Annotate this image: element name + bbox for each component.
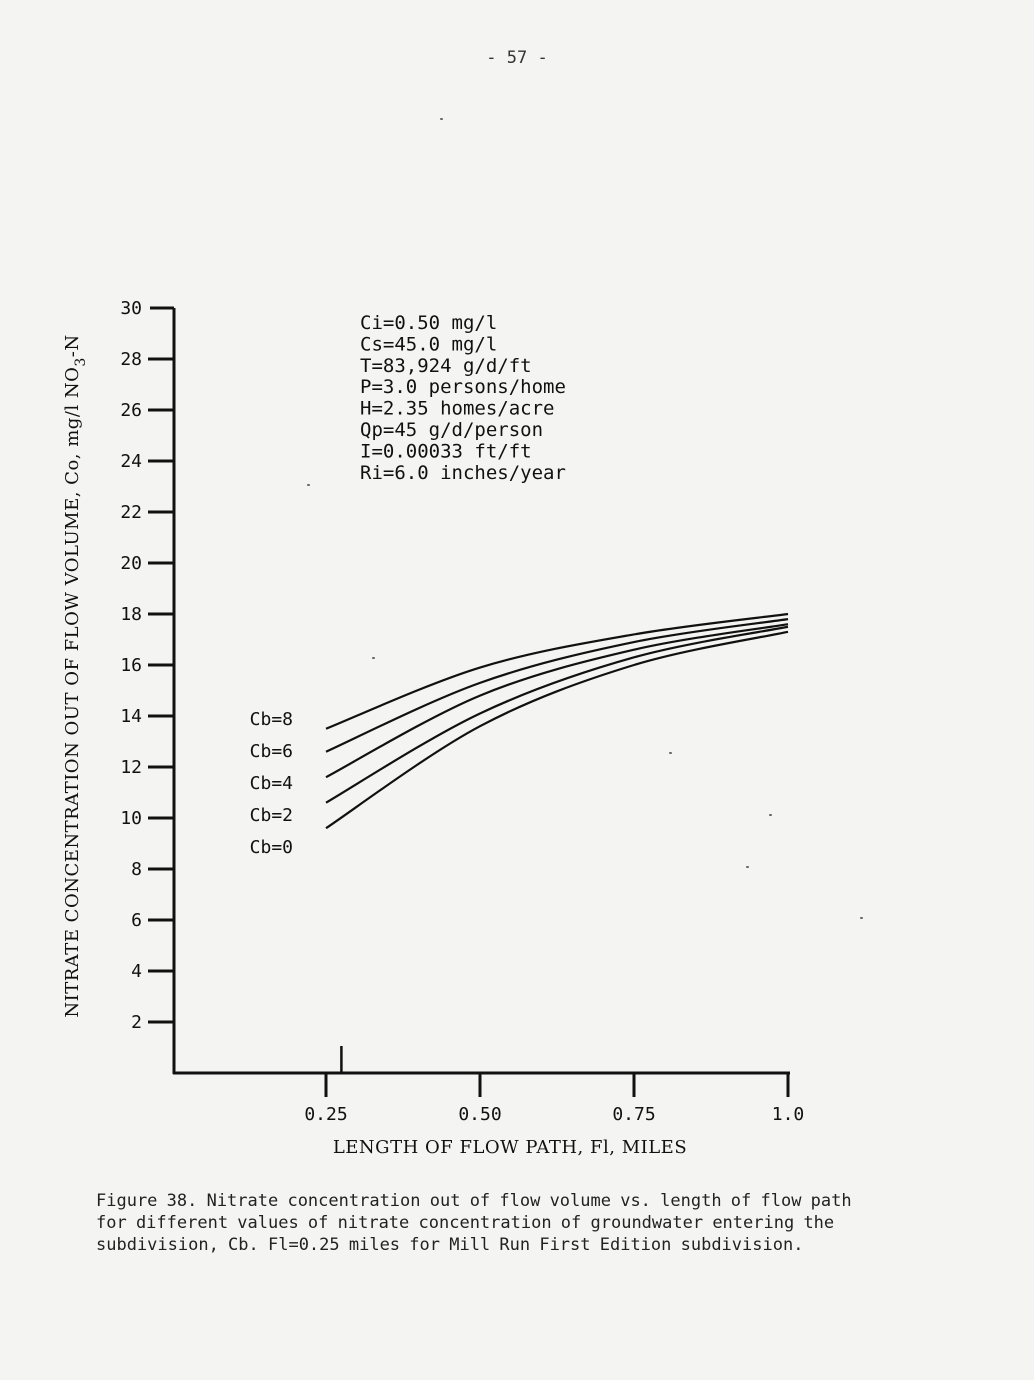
scan-speck [860,917,863,919]
parameter-line: P=3.0 persons/home [360,376,566,399]
y-ticks [120,298,174,1033]
x-ticks [304,1046,804,1125]
parameter-line: H=2.35 homes/acre [360,397,555,420]
scan-speck [307,484,310,486]
x-tick-label: 0.75 [612,1104,656,1125]
y-tick-label: 16 [120,655,142,676]
y-tick-label: 28 [120,349,142,370]
x-tick-label: 0.50 [458,1104,502,1125]
y-tick-label: 2 [131,1012,142,1033]
y-tick-label: 20 [120,553,142,574]
y-axis-title-suffix: -N [62,334,83,358]
parameter-line: Ri=6.0 inches/year [360,461,566,484]
curve-labels [250,709,293,858]
y-axis-title-subscript: 3 [73,357,89,367]
figure-caption: Figure 38. Nitrate concentration out of flow volume vs. length of flow path for different values of nitrate concentration of groundwater entering the subdivision, Cb. Fl=0.25 miles for Mill Run First Edition subdivision. [96,1191,852,1255]
y-axis-title [62,334,89,1017]
scan-speck [372,657,375,659]
y-tick-label: 24 [120,451,142,472]
x-axis-title: LENGTH OF FLOW PATH, Fl, MILES [332,1137,688,1158]
series-label: Cb=2 [249,805,293,826]
parameter-line: T=83,924 g/d/ft [360,354,532,377]
y-tick-label: 18 [120,604,142,625]
y-tick-label: 10 [120,808,142,829]
y-tick-label: 22 [120,502,142,523]
y-tick-label: 30 [120,298,142,319]
series-line [326,627,788,803]
scan-speck [769,814,772,816]
y-tick-label: 8 [131,859,142,880]
series-label: Cb=0 [249,837,293,858]
page-number: - 57 - [486,48,548,68]
parameter-line: Cs=45.0 mg/l [360,333,498,356]
scan-speck [746,866,749,868]
series-label: Cb=6 [249,741,293,762]
x-tick-label: 0.25 [304,1104,348,1125]
parameter-block [360,312,566,484]
series-label: Cb=8 [249,709,293,730]
y-tick-label: 4 [131,961,142,982]
parameter-line: Ci=0.50 mg/l [360,312,498,334]
parameter-line: Qp=45 g/d/person [360,419,544,441]
series-label: Cb=4 [249,773,293,794]
scan-speck [669,752,672,754]
y-tick-label: 14 [120,706,142,727]
series-line [326,614,788,729]
y-tick-label: 12 [120,757,142,778]
scan-speck [440,118,443,120]
y-tick-label: 26 [120,400,142,421]
y-tick-label: 6 [131,910,142,931]
curves [326,614,788,828]
parameter-line: I=0.00033 ft/ft [360,440,532,463]
series-line [326,632,788,828]
y-axis-title-main: NITRATE CONCENTRATION OUT OF FLOW VOLUME, Co, mg/l NO [62,366,83,1018]
x-tick-label: 1.0 [771,1104,805,1125]
